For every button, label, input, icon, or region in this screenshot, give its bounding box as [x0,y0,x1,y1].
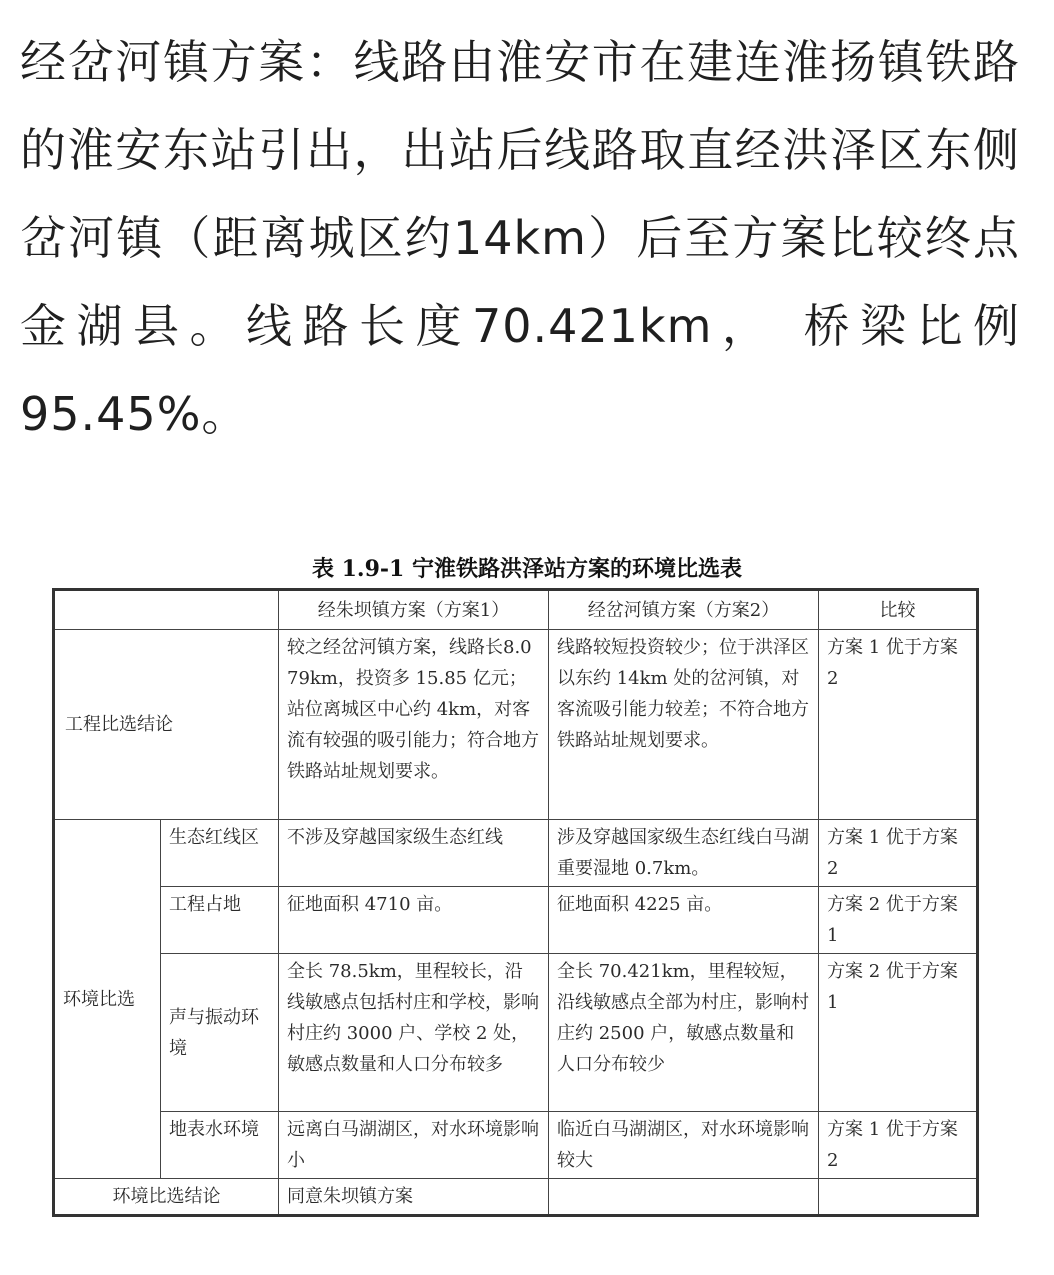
land-compare: 方案 2 优于方案 1 [819,887,978,954]
land-plan1: 征地面积 4710 亩。 [279,887,549,954]
land-label: 工程占地 [161,887,279,954]
water-plan1: 远离白马湖湖区，对水环境影响小 [279,1112,549,1179]
conclusion-compare [819,1179,978,1216]
noise-label: 声与振动环境 [161,954,279,1112]
header-plan1: 经朱坝镇方案（方案1） [279,590,549,630]
eco-plan1: 不涉及穿越国家级生态红线 [279,820,549,887]
conclusion-plan1: 同意朱坝镇方案 [279,1179,549,1216]
noise-plan2: 全长 70.421km，里程较短，沿线敏感点全部为村庄，影响村庄约 2500 户，敏感点数量和人口分布较少 [549,954,819,1112]
comparison-table [52,588,979,1217]
water-plan2: 临近白马湖湖区，对水环境影响较大 [549,1112,819,1179]
table-row-noise [54,954,978,1112]
table-row-water [54,1112,978,1179]
table-row-eco [54,820,978,887]
table-row-conclusion [54,1179,978,1216]
eco-compare: 方案 1 优于方案 2 [819,820,978,887]
table-row-engineering [54,630,978,820]
engineering-label: 工程比选结论 [54,630,279,820]
noise-plan1: 全长 78.5km，里程较长，沿线敏感点包括村庄和学校，影响村庄约 3000 户、学校 2 处，敏感点数量和人口分布较多 [279,954,549,1112]
conclusion-plan2 [549,1179,819,1216]
table-row-land [54,887,978,954]
conclusion-label: 环境比选结论 [54,1179,279,1216]
noise-compare: 方案 2 优于方案 1 [819,954,978,1112]
water-compare: 方案 1 优于方案 2 [819,1112,978,1179]
header-empty-cell [54,590,279,630]
intro-paragraph: 经岔河镇方案：线路由淮安市在建连淮扬镇铁路的淮安东站引出，出站后线路取直经洪泽区东侧岔河镇（距离城区约14km）后至方案比较终点金湖县。线路长度70.421km， 桥梁比例 95.45%。 [20,35,1020,441]
header-compare: 比较 [819,590,978,630]
table-title: 表 1.9-1 宁淮铁路洪泽站方案的环境比选表 [311,556,743,582]
water-label: 地表水环境 [161,1112,279,1179]
eco-plan2: 涉及穿越国家级生态红线白马湖重要湿地 0.7km。 [549,820,819,887]
land-plan2: 征地面积 4225 亩。 [549,887,819,954]
engineering-plan1: 较之经岔河镇方案，线路长8.079km，投资多 15.85 亿元；站位离城区中心约 4km，对客流有较强的吸引能力；符合地方铁路站址规划要求。 [279,630,549,820]
table-header-row [54,590,978,630]
environment-group-label: 环境比选 [54,820,161,1179]
header-plan2: 经岔河镇方案（方案2） [549,590,819,630]
eco-label: 生态红线区 [161,820,279,887]
engineering-plan2: 线路较短投资较少；位于洪泽区以东约 14km 处的岔河镇，对客流吸引能力较差；不符合地方铁路站址规划要求。 [549,630,819,820]
engineering-compare: 方案 1 优于方案 2 [819,630,978,820]
